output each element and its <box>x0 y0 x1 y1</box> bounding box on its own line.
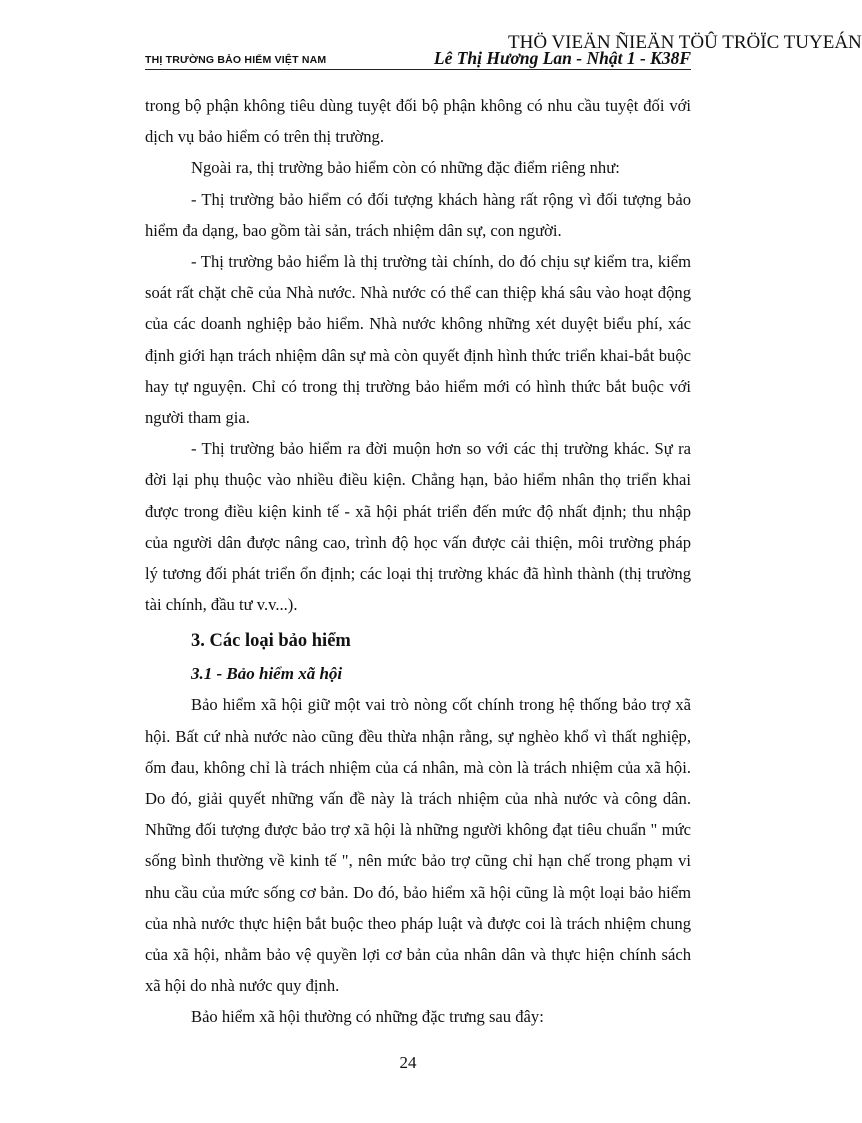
paragraph: - Thị trường bảo hiểm có đối tượng khách hàng rất rộng vì đối tượng bảo hiểm đa dạng, bao gồm tài sản, trách nhiệm dân sự, con người. <box>145 189 691 240</box>
subsection-heading: 3.1 - Bảo hiểm xã hội <box>191 664 343 684</box>
paragraph: trong bộ phận không tiêu dùng tuyệt đối bộ phận không có nhu cầu tuyệt đối với dịch vụ bảo hiểm có trên thị trường. <box>145 96 691 147</box>
document-title: THỊ TRƯỜNG BẢO HIỂM VIỆT NAM <box>145 54 327 66</box>
section-heading: 3. Các loại bảo hiểm <box>191 631 351 652</box>
paragraph: Ngoài ra, thị trường bảo hiểm còn có những đặc điểm riêng như: <box>191 158 620 178</box>
paragraph: - Thị trường bảo hiểm là thị trường tài chính, do đó chịu sự kiểm tra, kiểm soát rất chặt chẽ của Nhà nước. Nhà nước có thể can thiệp khá sâu vào hoạt động của các doanh nghiệp bảo hiểm. Nhà nước không những xét duyệt biểu phí, xác định giới hạn trách nhiệm dân sự mà còn quyết định hình thức triển khai-bắt buộc hay tự nguyện. Chỉ có trong thị trường bảo hiểm mới có hình thức bắt buộc với người tham gia. <box>145 252 691 428</box>
paragraph: - Thị trường bảo hiểm ra đời muộn hơn so với các thị trường khác. Sự ra đời lại phụ thuộc vào nhiều điều kiện. Chẳng hạn, bảo hiểm nhân thọ triển khai được trong điều kiện kinh tế - xã hội phát triển đến mức độ nhất định; thu nhập của người dân được nâng cao, trình độ học vấn được cải thiện, môi trường pháp lý tương đối phát triển ổn định; các loại thị trường khác đã hình thành (thị trường tài chính, đầu tư v.v...). <box>145 439 691 615</box>
page-number: 24 <box>399 1053 417 1072</box>
page-body <box>145 90 691 1033</box>
paragraph: Bảo hiểm xã hội thường có những đặc trưng sau đây: <box>191 1007 544 1027</box>
header-rule <box>145 69 691 70</box>
paragraph: Bảo hiểm xã hội giữ một vai trò nòng cốt chính trong hệ thống bảo trợ xã hội. Bất cứ nhà nước nào cũng đều thừa nhận rằng, sự nghèo khổ vì thất nghiệp, ốm đau, không chỉ là trách nhiệm của cá nhân, mà còn là trách nhiệm của xã hội. Do đó, giải quyết những vấn đề này là trách nhiệm của nhà nước và công dân. Những đối tượng được bảo trợ xã hội là những người không đạt tiêu chuẩn " mức sống bình thường về kinh tế ", nên mức bảo trợ cũng chỉ hạn chế trong phạm vi nhu cầu của mức sống cơ bản. Do đó, bảo hiểm xã hội cũng là một loại bảo hiểm của nhà nước thực hiện bắt buộc theo pháp luật và được coi là trách nhiệm chung của xã hội, nhằm bảo vệ quyền lợi cơ bản của nhân dân và thực hiện chính sách xã hội do nhà nước quy định. <box>145 695 691 996</box>
author-info: Lê Thị Hương Lan - Nhật 1 - K38F <box>433 48 691 68</box>
library-watermark: THÖ VIEÄN ÑIEÄN TÖÛ TRÖÏC TUYEÁN <box>508 32 862 53</box>
